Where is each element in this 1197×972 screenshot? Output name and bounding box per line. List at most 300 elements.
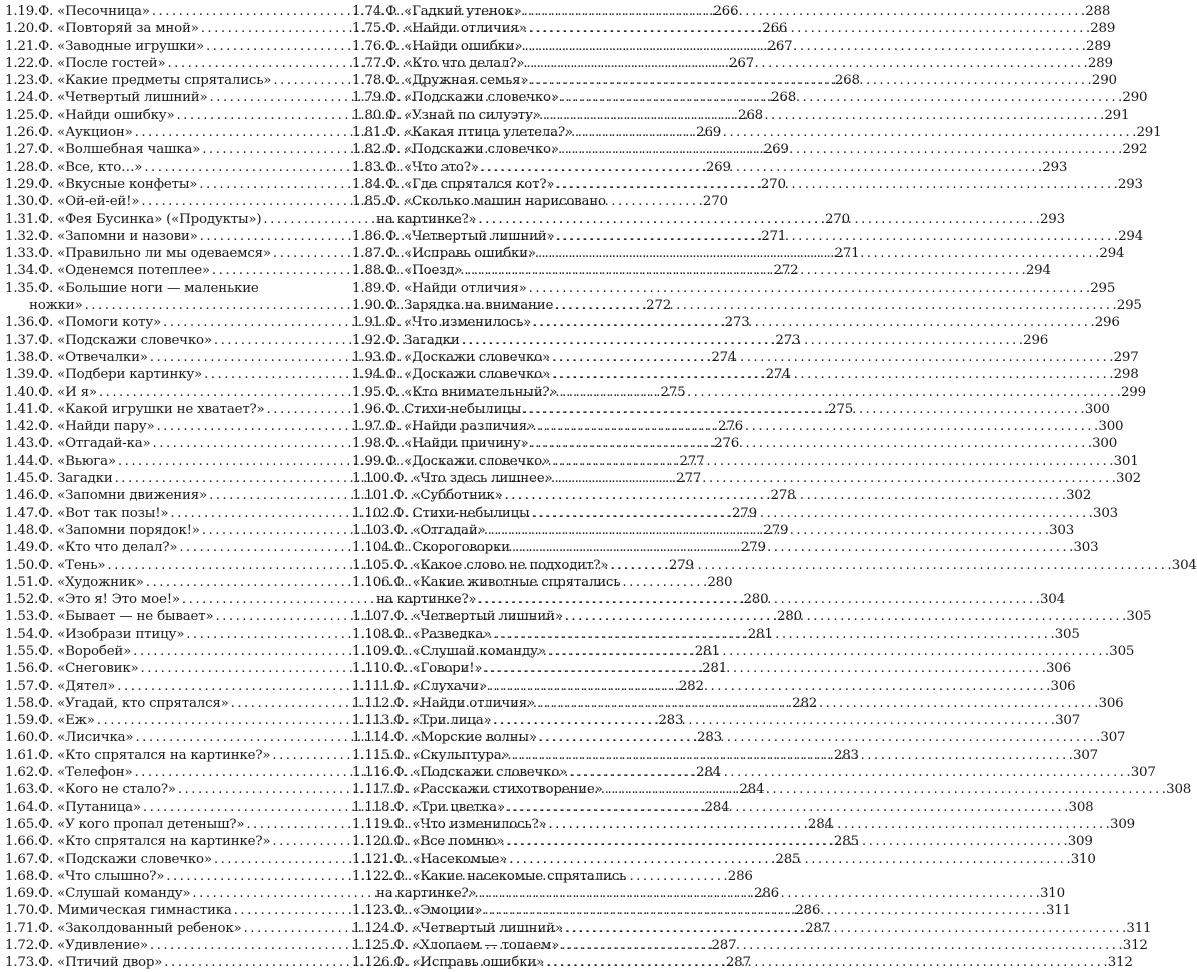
toc-entry-title: «Найди отличия»: [404, 21, 527, 37]
toc-entry-title: «Все, кто…»: [57, 159, 143, 175]
toc-entry-title: «Аукцион»: [57, 125, 133, 141]
dot-leader: [575, 124, 1136, 141]
toc-entry-page: 267: [729, 55, 754, 71]
toc-entry-title: «Кто что делал?»: [404, 55, 525, 71]
toc-entry-title: «Большие ноги — маленькие: [57, 280, 259, 296]
toc-entry-title: «Найди различия»: [404, 419, 535, 435]
toc-entry-title: «Кто внимательный?»: [404, 384, 558, 400]
dot-leader: [548, 643, 1109, 660]
dot-leader: [462, 332, 1023, 349]
dot-leader: [538, 245, 1099, 262]
dot-leader: [464, 262, 1025, 279]
toc-entry-page: 267: [767, 38, 793, 54]
toc-entry-page: 295: [1116, 298, 1142, 314]
toc-entry-title-continuation: на картинке?»: [376, 592, 477, 608]
toc-entry-title: «Лисичка»: [57, 730, 134, 746]
toc-entry-number: 1.87.Ф.: [352, 246, 401, 262]
toc-entry-title: «Три лица»: [412, 713, 492, 729]
dot-leader: [532, 505, 1093, 522]
toc-entry-label: [5, 747, 270, 764]
toc-entry-page: 287: [725, 955, 751, 971]
toc-entry-title: «Найди отличия»: [412, 695, 535, 711]
toc-entry-page: 286: [727, 868, 753, 884]
toc-entry-label: [5, 591, 180, 608]
toc-entry-title: «Что слышно?»: [57, 868, 165, 884]
toc-entry-number: 1.27.Ф.: [5, 142, 54, 158]
toc-entry-title: Зарядка на внимание: [404, 298, 554, 314]
dot-leader: [546, 954, 1107, 971]
toc-entry-title: «Субботник»: [412, 488, 503, 504]
toc-entry-number: 1.98.Ф.: [352, 436, 401, 452]
toc-entry-label: [352, 937, 559, 954]
toc-entry-label: [5, 574, 144, 591]
toc-entry-page: 294: [1025, 263, 1051, 279]
toc-entry-title: «Удивление»: [57, 938, 148, 954]
toc-entry-number: 1.85.Ф.: [352, 194, 401, 210]
toc-entry-number: 1.21.Ф.: [5, 38, 54, 54]
toc-entry-number: 1.116.Ф.: [352, 765, 409, 781]
toc-entry-label: [5, 262, 210, 279]
dot-leader: [610, 557, 1171, 574]
toc-entry-title: «Четвертый лишний»: [412, 609, 563, 625]
toc-entry-number: 1.38.Ф.: [5, 349, 54, 365]
toc-entry-label: [352, 729, 537, 746]
toc-entry-page: 278: [770, 488, 796, 504]
toc-entry-label: [352, 453, 550, 470]
toc-entry-title: «Слухачи»: [412, 678, 487, 694]
toc-entry-page: 276: [714, 436, 740, 452]
toc-entry-number: 1.49.Ф.: [5, 540, 54, 556]
toc-entry-label: [5, 280, 259, 297]
toc-entry-label: [5, 89, 208, 106]
toc-entry-number: 1.106.Ф.: [352, 574, 409, 590]
toc-entry-page: 271: [761, 228, 787, 244]
toc-entry-number: 1.35.Ф.: [5, 280, 54, 296]
toc-entry-title: «После гостей»: [57, 55, 166, 71]
toc-entry-number: 1.75.Ф.: [352, 21, 401, 37]
toc-entry-page: 298: [1113, 367, 1139, 383]
toc-entry-page: 294: [1099, 246, 1125, 262]
toc-entry-page: 269: [696, 125, 722, 141]
toc-entry[interactable]: [352, 297, 1142, 314]
toc-entry-number: 1.101.Ф.: [352, 488, 409, 504]
toc-entry-number: 1.25.Ф.: [5, 107, 54, 123]
toc-entry-page: 307: [1055, 713, 1081, 729]
dot-leader: [524, 3, 1085, 20]
toc-entry-number: 1.39.Ф.: [5, 367, 54, 383]
toc-entry-page: 279: [731, 505, 757, 521]
toc-entry-title: «Песочница»: [57, 4, 150, 19]
toc-entry-title: «Поезд»: [404, 263, 463, 279]
toc-entry-page: 287: [711, 938, 737, 954]
toc-entry-label: [5, 954, 162, 971]
toc-entry-label: [5, 729, 133, 746]
toc-entry-page: 273: [724, 315, 750, 331]
toc-entry-title: «Путаница»: [57, 799, 141, 815]
toc-entry-label: [352, 608, 563, 625]
toc-entry-label: [352, 764, 567, 781]
toc-entry-page: 284: [739, 782, 765, 798]
toc-entry-page: 293: [1039, 211, 1065, 227]
toc-entry-label: [352, 712, 492, 729]
toc-entry-title: «Кто спрятался на картинке?»: [57, 747, 271, 763]
toc-entry-title: «Изобрази птицу»: [57, 626, 185, 642]
toc-entry-title: «Сколько машин нарисовано: [404, 194, 606, 210]
toc-entry-number: 1.117.Ф.: [352, 782, 409, 798]
toc-entry-number: 1.59.Ф.: [5, 713, 54, 729]
dot-leader: [525, 38, 1086, 55]
toc-entry-label: [352, 20, 527, 37]
toc-entry-line: [352, 297, 1142, 314]
toc-entry-title: «Четвертый лишний»: [57, 90, 208, 106]
toc-entry-title: «Что изменилось?»: [412, 816, 547, 832]
toc-entry-label: [5, 626, 184, 643]
toc-entry-label: [5, 902, 232, 919]
toc-entry-label: [5, 487, 207, 504]
toc-entry-number: 1.64.Ф.: [5, 799, 54, 815]
toc-entry-number: 1.42.Ф.: [5, 419, 54, 435]
toc-entry-page: 275: [660, 384, 686, 400]
toc-entry-label: [5, 816, 244, 833]
toc-entry-page: 310: [1070, 851, 1096, 867]
toc-entry-title: «Заводные игрушки»: [57, 38, 204, 54]
dot-leader: [561, 89, 1122, 106]
toc-entry-label: [352, 107, 541, 124]
toc-entry-title: «Разведка»: [412, 626, 492, 642]
toc-entry-page: 275: [828, 401, 854, 417]
toc-entry-label: [352, 851, 507, 868]
toc-entry-page: 270: [824, 211, 850, 227]
toc-entry-number: 1.109.Ф.: [352, 643, 409, 659]
toc-entry-number: 1.23.Ф.: [5, 73, 54, 89]
dot-leader: [478, 211, 1039, 228]
dot-leader: [526, 55, 1087, 72]
toc-entry-number: 1.120.Ф.: [352, 834, 409, 850]
toc-entry-title: «Найди ошибки»: [404, 38, 523, 54]
toc-entry-title: «Дружная семья»: [404, 73, 529, 89]
toc-entry-title: Загадки: [404, 332, 460, 348]
toc-entry-title: «Тень»: [57, 557, 106, 573]
toc-entry-title: Загадки: [57, 471, 113, 487]
toc-entry-number: 1.45.Ф.: [5, 471, 54, 487]
toc-entry-number: 1.51.Ф.: [5, 574, 54, 590]
toc-entry-number: 1.99.Ф.: [352, 453, 401, 469]
toc-entry-number: 1.97.Ф.: [352, 419, 401, 435]
toc-entry-label: [5, 643, 131, 660]
toc-entry-page: 283: [658, 713, 684, 729]
toc-entry-label: [352, 660, 482, 677]
toc-entry-label: [5, 159, 142, 176]
toc-entry-page: 284: [696, 765, 721, 781]
toc-entry-number: 1.61.Ф.: [5, 747, 54, 763]
toc-entry-label: [352, 833, 504, 850]
toc-entry-label: [352, 384, 557, 401]
toc-entry-title: «Какой игрушки не хватает?»: [57, 401, 265, 417]
toc-entry-number: 1.56.Ф.: [5, 661, 54, 677]
toc-entry-title: «Подскажи словечко»: [412, 765, 568, 781]
toc-entry-title: «Птичий двор»: [57, 955, 163, 971]
toc-entry-label: [352, 245, 536, 262]
toc-entry-line: [5, 280, 321, 297]
toc-entry-number: 1.84.Ф.: [352, 176, 401, 192]
toc-entry-page: 281: [702, 661, 728, 677]
toc-entry-label: [352, 557, 608, 574]
toc-entry-label: [352, 487, 503, 504]
toc-entry-page: 282: [792, 695, 818, 711]
toc-entry-label: [352, 89, 559, 106]
toc-entry-label: [5, 920, 242, 937]
toc-entry-number: 1.62.Ф.: [5, 765, 54, 781]
toc-entry-number: 1.58.Ф.: [5, 695, 54, 711]
toc-entry-label: [352, 280, 527, 297]
toc-entry-label: [5, 678, 115, 695]
toc-entry-number: 1.103.Ф.: [352, 522, 409, 538]
toc-entry-page: 307: [1100, 730, 1126, 746]
toc-entry-title: «Что здесь лишнее»: [412, 471, 553, 487]
toc-entry-label: [352, 643, 546, 660]
toc-entry-title: «Все помню»: [412, 834, 505, 850]
toc-entry-number: 1.48.Ф.: [5, 522, 54, 538]
toc-entry-number: 1.29.Ф.: [5, 176, 54, 192]
toc-entry-page: 266: [713, 4, 739, 19]
dot-leader: [478, 885, 1039, 902]
toc-entry-line: [352, 868, 664, 885]
toc-entry-title: «Запомни движения»: [57, 488, 207, 504]
toc-entry-title: «Расскажи стихотворение»: [412, 782, 603, 798]
toc-entry-number: 1.60.Ф.: [5, 730, 54, 746]
toc-entry-number: 1.121.Ф.: [352, 851, 409, 867]
dot-leader: [552, 349, 1113, 366]
toc-entry-label: [5, 176, 197, 193]
toc-entry-label: [352, 55, 524, 72]
toc-entry-page: 280: [707, 574, 733, 590]
toc-entry-label: [352, 816, 546, 833]
toc-entry-title: «Телефон»: [57, 765, 133, 781]
toc-entry-number: 1.24.Ф.: [5, 90, 54, 106]
toc-entry-label: [5, 418, 154, 435]
toc-entry-page: 300: [1084, 401, 1110, 417]
toc-entry-line: [352, 193, 664, 210]
toc-entry-title: «Повторяй за мной»: [57, 21, 199, 37]
toc-entry-page: 306: [1050, 678, 1076, 694]
toc-entry-title: «Найди отличия»: [404, 280, 527, 296]
toc-entry-number: 1.73.Ф.: [5, 955, 54, 971]
toc-entry-label: [5, 3, 150, 20]
toc-entry-page: 305: [1126, 609, 1152, 625]
toc-entry-page: 276: [718, 419, 743, 435]
toc-entry-page: 269: [763, 142, 789, 158]
dot-leader: [481, 159, 1042, 176]
toc-entry-page: 301: [1113, 453, 1139, 469]
toc-entry-number: 1.63.Ф.: [5, 782, 54, 798]
toc-entry-page: 266: [762, 21, 788, 37]
toc-entry-number: 1.112.Ф.: [352, 695, 409, 711]
toc-entry-number: 1.43.Ф.: [5, 436, 54, 452]
dot-leader: [565, 608, 1126, 625]
toc-entry-title: «Воробей»: [57, 643, 132, 659]
toc-entry-page: 312: [1122, 938, 1148, 954]
toc-entry-label: [352, 38, 523, 55]
toc-entry-number: 1.113.Ф.: [352, 713, 409, 729]
toc-entry-label: [5, 332, 212, 349]
toc-entry-number: 1.40.Ф.: [5, 384, 54, 400]
toc-entry-title: «Хлопаем — топаем»: [412, 938, 560, 954]
toc-entry-number: 1.123.Ф.: [352, 903, 409, 919]
toc-entry-number: 1.70.Ф.: [5, 903, 54, 919]
toc-entry-title: Стихи-небылицы: [412, 505, 530, 521]
toc-entry-title: «Запомни порядок!»: [57, 522, 200, 538]
toc-entry-page: 289: [1086, 38, 1112, 54]
toc-entry-page: 284: [704, 799, 730, 815]
toc-entry-page: 308: [1068, 799, 1094, 815]
toc-entry-number: 1.68.Ф.: [5, 868, 54, 884]
toc-entry-title: «Что изменилось»: [404, 315, 532, 331]
toc-entry-label: [352, 314, 531, 331]
toc-entry-number: 1.110.Ф.: [352, 661, 409, 677]
dot-leader: [493, 626, 1054, 643]
toc-entry-number: 1.46.Ф.: [5, 488, 54, 504]
toc-entry-label: [352, 505, 530, 522]
toc-entry-number: 1.30.Ф.: [5, 194, 54, 210]
toc-entry-number: 1.94.Ф.: [352, 367, 401, 383]
toc-entry-number: 1.54.Ф.: [5, 626, 54, 642]
toc-entry-page: 293: [1042, 159, 1068, 175]
toc-entry-number: 1.80.Ф.: [352, 107, 401, 123]
dot-leader: [552, 366, 1113, 383]
toc-entry-page: 291: [1104, 107, 1130, 123]
toc-entry-label: [5, 228, 198, 245]
toc-entry-page: 281: [694, 643, 720, 659]
toc-entry-title: «Снеговик»: [57, 661, 139, 677]
toc-entry-number: 1.83.Ф.: [352, 159, 401, 175]
toc-entry-number: 1.72.Ф.: [5, 938, 54, 954]
toc-entry-label: [5, 435, 151, 452]
toc-entry-title-continuation: ножки»: [29, 298, 83, 314]
toc-entry-number: 1.76.Ф.: [352, 38, 401, 54]
toc-entry-number: 1.69.Ф.: [5, 886, 54, 902]
toc-entry-label: [352, 349, 550, 366]
dot-leader: [529, 280, 1090, 297]
toc-entry-title: «Доскажи словечко»: [404, 367, 551, 383]
toc-entry-page: 269: [705, 159, 731, 175]
toc-entry-title: «Исправь ошибки»: [404, 246, 536, 262]
toc-entry-title: «Угадай, кто спрятался»: [57, 695, 229, 711]
toc-entry-title: «Художник»: [57, 574, 144, 590]
toc-entry-label: [5, 522, 200, 539]
toc-entry-page: 281: [747, 626, 773, 642]
toc-entry-line: [352, 280, 1116, 297]
toc-entry-number: 1.32.Ф.: [5, 228, 54, 244]
toc-entry-label: [352, 695, 535, 712]
toc-entry-label: [5, 55, 165, 72]
toc-entry-page: 292: [1122, 142, 1148, 158]
toc-entry-title: «Это я! Это мое!»: [57, 592, 180, 608]
toc-entry-number: 1.126.Ф.: [352, 955, 409, 971]
toc-entry-page: 284: [807, 816, 833, 832]
toc-entry-number: 1.22.Ф.: [5, 55, 54, 71]
dot-leader: [605, 781, 1166, 798]
toc-entry-title: «Скульптура»: [412, 747, 510, 763]
toc-entry-label: [352, 193, 606, 210]
toc-entry-page: 311: [1126, 920, 1152, 936]
toc-entry-page: 283: [833, 747, 859, 763]
toc-entry-page: 283: [696, 730, 722, 746]
toc-entry-number: 1.86.Ф.: [352, 228, 401, 244]
toc-entry-title: «Какие животные спрятались: [412, 574, 621, 590]
toc-entry-title: «Правильно ли мы одеваемся»: [57, 246, 271, 262]
toc-entry-title: «Узнай по силуэту»: [404, 107, 541, 123]
dot-leader: [561, 141, 1122, 158]
toc-entry-number: 1.124.Ф.: [352, 920, 409, 936]
toc-entry-title: «Найди пару»: [57, 419, 155, 435]
dot-leader: [533, 314, 1094, 331]
toc-entry-label: [352, 297, 553, 314]
toc-entry-label: [352, 332, 460, 349]
toc-entry-page: 288: [1085, 4, 1111, 19]
toc-entry-number: 1.111.Ф.: [352, 678, 409, 694]
toc-entry-page: 268: [834, 73, 860, 89]
toc-entry-label: [352, 902, 482, 919]
toc-entry-label: [5, 193, 139, 210]
toc-entry-page: 307: [1130, 765, 1156, 781]
toc-entry-page: 272: [646, 298, 672, 314]
dot-leader: [505, 487, 1066, 504]
toc-entry-number: 1.74.Ф.: [352, 4, 401, 19]
toc-entry-number: 1.114.Ф.: [352, 730, 409, 746]
toc-entry-page: 279: [763, 522, 789, 538]
toc-entry-title-continuation: на картинке?»: [376, 211, 477, 227]
toc-entry-label: [5, 314, 161, 331]
dot-leader: [484, 660, 1045, 677]
toc-entry-page: 289: [1090, 21, 1116, 37]
toc-entry-title: «Эмоции»: [412, 903, 483, 919]
toc-entry-page: 294: [1118, 228, 1144, 244]
toc-entry-page: 268: [771, 90, 797, 106]
toc-entry-page: 302: [1116, 471, 1141, 487]
toc-entry-number: 1.82.Ф.: [352, 142, 401, 158]
toc-entry-label: [5, 38, 204, 55]
toc-entry-number: 1.66.Ф.: [5, 834, 54, 850]
toc-entry-title: «Кого не стало?»: [57, 782, 176, 798]
toc-entry-number: 1.77.Ф.: [352, 55, 401, 71]
toc-entry-label: [352, 435, 529, 452]
dot-leader: [531, 435, 1092, 452]
toc-entry-page: 286: [795, 903, 821, 919]
toc-entry-title: «Подскажи словечко»: [404, 142, 559, 158]
toc-entry-label: [352, 124, 573, 141]
toc-entry-number: 1.104.Ф.: [352, 540, 409, 556]
toc-entry-label: [352, 72, 528, 89]
toc-entry-label: [5, 781, 176, 798]
toc-entry-title: «Доскажи словечко»: [404, 349, 551, 365]
toc-entry-title: Скороговорки: [412, 540, 510, 556]
dot-leader: [543, 107, 1104, 124]
toc-entry-number: 1.105.Ф.: [352, 557, 409, 573]
toc-entry-page: 308: [1166, 782, 1192, 798]
toc-entry-page: 289: [1087, 55, 1113, 71]
toc-entry-number: 1.44.Ф.: [5, 453, 54, 469]
toc-entry-page: 309: [1067, 834, 1093, 850]
toc-entry-title: «Гадкий утенок»: [404, 4, 522, 19]
toc-entry-label: [5, 384, 97, 401]
toc-entry-number: 1.36.Ф.: [5, 315, 54, 331]
toc-entry-number: 1.33.Ф.: [5, 246, 54, 262]
toc-entry-page: 299: [1120, 384, 1146, 400]
toc-entry-title: «Отгадай-ка»: [57, 436, 151, 452]
toc-entry-page: 270: [760, 176, 786, 192]
toc-entry[interactable]: [352, 280, 1116, 297]
toc-entry-number: 1.20.Ф.: [5, 21, 54, 37]
